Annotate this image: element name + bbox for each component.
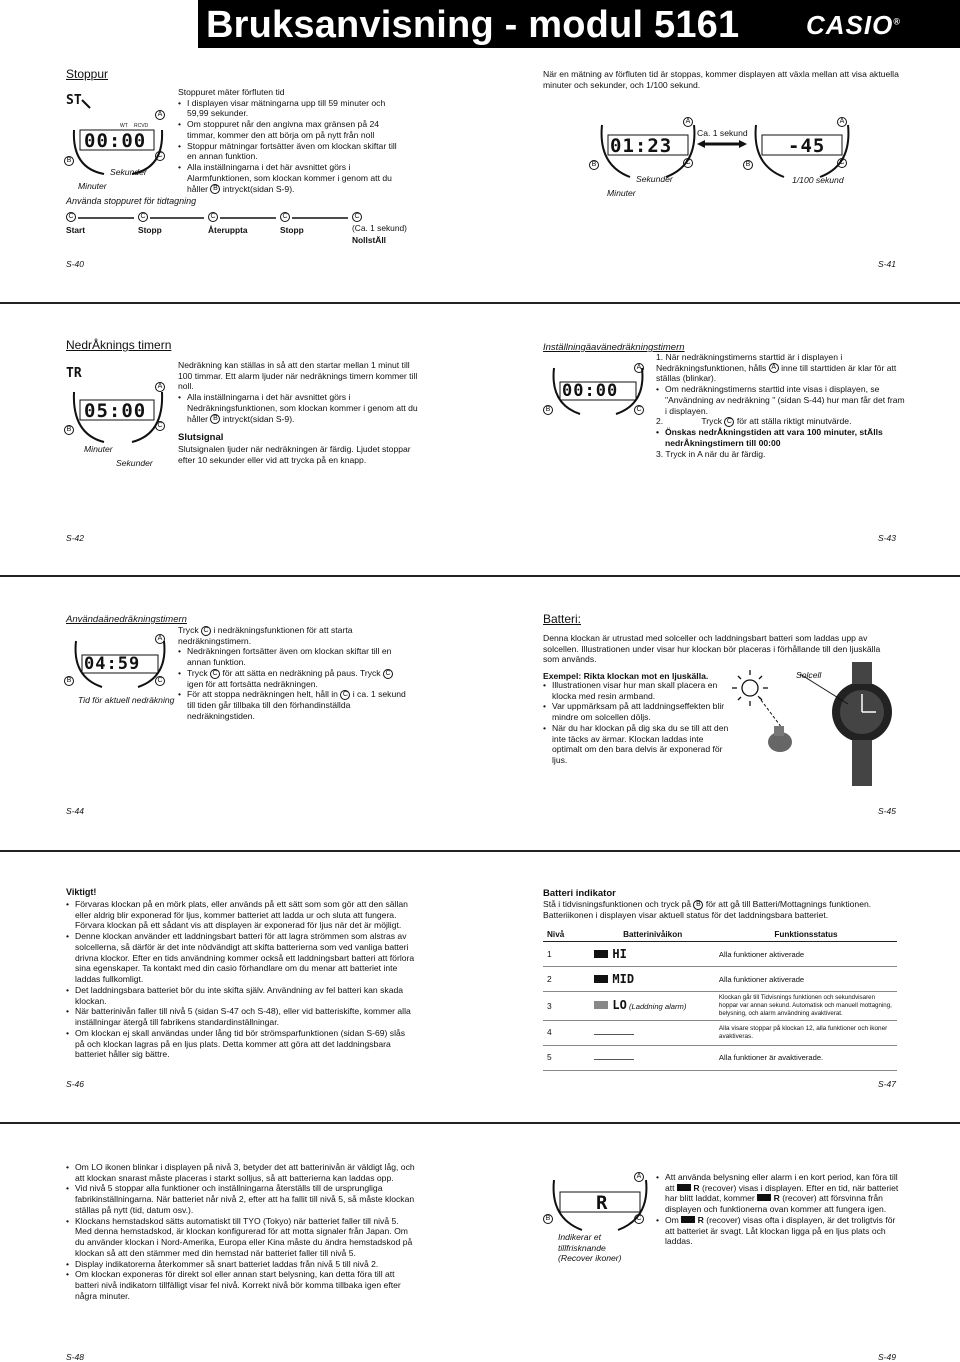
important-bullet: • När batterinivån faller till nivå 5 (sidan S-47 och S-48), eller vid batteriskifte, kommer alla inställningar ätergå till fabrikens standardinställningar. bbox=[66, 1006, 416, 1027]
button-b-icon: B bbox=[589, 160, 599, 170]
seq-start: Start bbox=[66, 225, 86, 235]
stopwatch-bullet: • Om stoppuret når den angivna max gränsen på 24 timmar, kommer den att börja om på nytt från noll bbox=[178, 119, 408, 140]
countdown-use-title: Användaänedräkningstimern bbox=[66, 614, 187, 625]
button-c-icon: C bbox=[210, 669, 220, 679]
button-c-icon: C bbox=[155, 676, 165, 686]
step-bullet: • Önskas nedrÅkningstiden att vara 100 minuter, stÄlls nedrÅkningstimern till 00:00 bbox=[656, 427, 906, 448]
button-b-icon: B bbox=[693, 900, 703, 910]
icon-cell bbox=[590, 1020, 714, 1045]
button-c-icon: C bbox=[383, 669, 393, 679]
important-bullet: • Förvaras klockan på en mörk plats, eller används på ett sätt som som gör att den sällan eller aldrig blir exponerad för ljus, kommer batteriet att ladda ur och sluta att fungera. Förvara klockan på ett sådant vis att displayen är exponerad för ljus när det är möjligt. bbox=[66, 899, 416, 931]
header-level: Nivå bbox=[543, 929, 590, 942]
stopwatch-bullet: • Stoppur mätningar fortsätter även om klockan skiftar till en annan funktion. bbox=[178, 141, 408, 162]
step-text: för att ställa riktigt minutvärde. bbox=[736, 416, 852, 427]
stopwatch-intro: Stoppuret mäter förfluten tid bbox=[178, 87, 285, 97]
step-text: 1. När nedräkningstimerns starttid är i displayen i Nedräkningsfunktionen, hålls bbox=[656, 352, 843, 373]
lcd-main-countdown: 05:00 bbox=[84, 400, 147, 422]
button-a-icon: A bbox=[155, 382, 165, 392]
battery-example: Exempel: Rikta klockan mot en ljuskälla. bbox=[543, 671, 709, 682]
battery-note-bullet: • Vid nivå 5 stoppar alla funktioner och inställningarna återställs till de ursprungliga fabrikinställningarna. När batteriet når nivå 2, efter att ha fallit till nivå 5, så måste klockan ställas på nytt (tid, datum osv.). bbox=[66, 1183, 416, 1215]
intro-text: för att gå till Batteri/Mottagnings funktionen. Batteriikonen i displayen visar aktuell status för det laddningsbara batteriet. bbox=[543, 899, 872, 920]
watch-diagram-countdown-use bbox=[70, 635, 170, 695]
lcd-top-countdown: TR bbox=[66, 366, 82, 381]
recover-bullet bbox=[656, 1172, 901, 1215]
button-c-icon: C bbox=[837, 158, 847, 168]
rcvd-label: RCVD bbox=[134, 123, 149, 129]
button-c-icon: C bbox=[208, 212, 218, 222]
bullet-text: Tryck bbox=[187, 667, 208, 678]
battery-title: Batteri: bbox=[543, 612, 582, 626]
recover-icon: R bbox=[693, 1182, 700, 1193]
button-a-icon: A bbox=[155, 634, 165, 644]
button-a-icon: A bbox=[837, 117, 847, 127]
label-sekunder: Sekunder bbox=[116, 458, 153, 468]
page-number: S-44 bbox=[66, 806, 84, 816]
battery-indicator-title: Batteri indikator bbox=[543, 888, 616, 899]
icon-cell bbox=[590, 967, 714, 992]
important-bullet: • Om klockan ej skall användas under lång tid bör strömsparfunktionen (sidan S-69) slås på och klockan lagras på en ljus plats. Detta kommer att göra att det laddningsbara batteriet håller sig bättre. bbox=[66, 1028, 416, 1060]
button-b-icon: B bbox=[743, 160, 753, 170]
page-number: S-48 bbox=[66, 1352, 84, 1362]
battery-notes bbox=[66, 1162, 416, 1302]
important-title: Viktigt! bbox=[66, 887, 97, 897]
stopwatch-bullet bbox=[178, 162, 408, 194]
bullet-text: för att sätta en nedräkning på paus. Tryck bbox=[222, 667, 381, 678]
table-row bbox=[543, 1045, 897, 1070]
level-cell: 3 bbox=[543, 992, 590, 1020]
countdown-setting-title: Inställningäavänedräkningstimern bbox=[543, 342, 685, 353]
button-a-icon: A bbox=[155, 110, 165, 120]
label-recover: Indikerar et tillfrisknande (Recover ikoner) bbox=[558, 1232, 622, 1264]
lcd-hundredths: -45 bbox=[788, 135, 826, 157]
page-number: S-47 bbox=[878, 1079, 896, 1089]
button-a-icon: A bbox=[634, 1172, 644, 1182]
sun-and-watch-illustration bbox=[730, 662, 898, 786]
countdown-setting-steps bbox=[656, 352, 906, 459]
countdown-use-bullet bbox=[178, 689, 410, 721]
status-cell: Alla visare stoppar på klockan 12, alla funktioner och ikoner avaktiveras. bbox=[715, 1020, 897, 1045]
seq-resume: Återuppta bbox=[208, 225, 248, 235]
charging-alarm-label: (Laddning alarm) bbox=[628, 1002, 687, 1012]
button-c-icon: C bbox=[634, 405, 644, 415]
header-status: Funktionsstatus bbox=[715, 929, 897, 942]
button-c-icon: C bbox=[155, 421, 165, 431]
battery-indicator-intro bbox=[543, 899, 903, 920]
button-c-icon: C bbox=[352, 212, 362, 222]
lcd-main-stopwatch: 00:00 bbox=[84, 130, 147, 152]
stopwatch-display-text: När en mätning av förfluten tid är stoppas, kommer displayen att växla mellan att visa aktuella minuter och sekunder, och 1/100 sekund. bbox=[543, 69, 899, 90]
seq-stop: Stopp bbox=[138, 225, 162, 235]
bullet-text: igen för att fortsätta nedräkningen. bbox=[187, 678, 318, 689]
button-c-icon: C bbox=[66, 212, 76, 222]
bullet-text: (recover) visas i displayen. Efter en tid, när batteriet har blitt laddat, kommer bbox=[665, 1182, 899, 1204]
countdown-description bbox=[178, 360, 418, 466]
icon-cell bbox=[590, 942, 714, 967]
countdown-use-line bbox=[178, 625, 410, 646]
seq-approx: (Ca. 1 sekund) bbox=[352, 223, 407, 233]
bullet-text: Om bbox=[665, 1214, 679, 1225]
countdown-intro: Nedräkning kan ställas in så att den startar mellan 1 minut till 100 timmar. Ett alarm ljuder när nedräknings timern kommer till noll. bbox=[178, 360, 418, 392]
page-number: S-43 bbox=[878, 533, 896, 543]
page-number: S-49 bbox=[878, 1352, 896, 1362]
button-b-icon: B bbox=[64, 676, 74, 686]
step-2 bbox=[656, 416, 906, 427]
toggle-interval-label: Ca. 1 sekund bbox=[697, 128, 748, 138]
end-signal-text: Slutsignalen ljuder när nedräkningen är färdig. Ljudet stoppar efter 10 sekunder eller vid att trycka på en knapp. bbox=[178, 444, 411, 466]
button-c-icon: C bbox=[683, 158, 693, 168]
recover-icon: R bbox=[697, 1214, 704, 1225]
button-a-icon: A bbox=[683, 117, 693, 127]
step-text: Tryck bbox=[701, 416, 723, 427]
lcd-recover: R bbox=[596, 1192, 609, 1214]
level-cell: 2 bbox=[543, 967, 590, 992]
countdown-use-description bbox=[178, 625, 410, 722]
casio-logo: CASIO® bbox=[806, 10, 901, 40]
bullet-text: Alla inställningarna i det här avsnittet görs i Nedräkningsfunktionen, som klockan kommer i genom att du håller bbox=[187, 392, 418, 424]
countdown-use-bullet bbox=[178, 668, 410, 689]
label-current-countdown: Tid för aktuell nedräkning bbox=[78, 695, 175, 705]
bullet-text: i ca. 1 sekund till tiden går tillbaka till den förhandinställda nedräkningstiden. bbox=[187, 689, 406, 721]
button-b-icon: B bbox=[543, 1214, 553, 1224]
line-text: Tryck bbox=[178, 625, 199, 635]
step-text: 2. bbox=[656, 416, 664, 427]
button-c-icon: C bbox=[634, 1214, 644, 1224]
label-minuter: Minuter bbox=[78, 181, 107, 191]
label-sekunder: Sekunder bbox=[636, 174, 673, 184]
watch-diagram-countdown bbox=[62, 362, 174, 458]
table-row bbox=[543, 967, 897, 992]
lcd-minutes: 01:23 bbox=[610, 135, 673, 157]
page-separator bbox=[0, 575, 960, 577]
button-b-icon: B bbox=[210, 184, 220, 194]
bullet-text: intryckt(sidan S-9). bbox=[222, 183, 295, 194]
bullet-text: Alla inställningarna i det här avsnittet görs i Alarmfunktionen, som klockan kommer i genom att du håller bbox=[187, 162, 392, 194]
status-cell: Alla funktioner aktiverade bbox=[715, 942, 897, 967]
lcd-main-countdown-use: 04:59 bbox=[84, 654, 141, 674]
battery-bullets bbox=[543, 680, 733, 766]
stopwatch-sequence bbox=[66, 212, 426, 246]
button-a-icon: A bbox=[769, 363, 779, 373]
step-3: 3. Tryck in A när du är färdig. bbox=[656, 448, 766, 459]
table-row bbox=[543, 1020, 897, 1045]
icon-cell bbox=[590, 1045, 714, 1070]
battery-note-bullet: • Om LO ikonen blinkar i displayen på nivå 3, betyder det att batterinivån är väldigt låg, och att klockan snarast måste placeras i starkt solljus, så att batterierna kan laddas opp. bbox=[66, 1162, 416, 1183]
end-signal-title: Slutsignal bbox=[178, 432, 224, 444]
label-minuter: Minuter bbox=[607, 188, 636, 198]
countdown-title: NedrÅknings timern bbox=[66, 338, 172, 352]
header-icon: Batterinivåikon bbox=[590, 929, 714, 942]
stopwatch-bullet: • I displayen visar mätningarna upp till 59 minuter och 59,99 sekunder. bbox=[178, 98, 408, 119]
page-separator bbox=[0, 1122, 960, 1124]
stopwatch-subtitle: Använda stoppuret för tidtagning bbox=[66, 196, 197, 206]
page-number: S-40 bbox=[66, 259, 84, 269]
table-row bbox=[543, 992, 897, 1020]
page-number: S-45 bbox=[878, 806, 896, 816]
label-minuter: Minuter bbox=[84, 444, 113, 454]
status-cell: Alla funktioner är avaktiverade. bbox=[715, 1045, 897, 1070]
button-b-icon: B bbox=[64, 425, 74, 435]
battery-note-bullet: • Display indikatorerna återkommer så snart batteriet laddas från nivå 5 till nivå 2. bbox=[66, 1259, 416, 1270]
recover-icon: R bbox=[773, 1193, 780, 1204]
bullet-text: (recover) visas ofta i displayen, är det troligtvis för att batteriet är svagt. Låt klockan ligga på en ljus plats och laddas. bbox=[665, 1214, 896, 1247]
level-cell: 4 bbox=[543, 1020, 590, 1045]
important-bullets bbox=[66, 899, 416, 1060]
bullet-text: intryckt(sidan S-9). bbox=[222, 413, 295, 424]
button-a-icon: A bbox=[634, 363, 644, 373]
level-cell: 1 bbox=[543, 942, 590, 967]
status-cell: Alla funktioner aktiverade bbox=[715, 967, 897, 992]
page-number: S-42 bbox=[66, 533, 84, 543]
battery-level-icon: HI bbox=[612, 946, 627, 961]
button-c-icon: C bbox=[155, 151, 165, 161]
table-header-row bbox=[543, 929, 897, 942]
page-separator bbox=[0, 850, 960, 852]
battery-level-table bbox=[543, 929, 897, 1071]
countdown-use-bullet: • Nedräkningen fortsätter även om klockan skiftar till en annan funktion. bbox=[178, 646, 410, 667]
recover-description bbox=[656, 1172, 901, 1247]
lcd-main-countdown-setting: 00:00 bbox=[562, 381, 619, 401]
important-bullet: • Det laddningsbara batteriet bör du inte skifta själv. Användning av fel batteri kan skada klockan. bbox=[66, 985, 416, 1006]
button-c-icon: C bbox=[340, 690, 350, 700]
bullet-text: (recover) att försvinna från displayen och funktionerna ovan kommer att fungera igen. bbox=[665, 1193, 887, 1215]
battery-bullet: • När du har klockan på dig ska du se till att den inte täcks av ärmar. Klockan laddas inte optimalt om den bara delvis är exponerad för ljus. bbox=[543, 723, 733, 766]
label-sekunder: Sekunder bbox=[110, 167, 147, 177]
seq-stop: Stopp bbox=[280, 225, 304, 235]
battery-intro: Denna klockan är utrustad med solceller och laddningsbart batteri som laddas upp av solcellen. Illustrationen under visar hur klockan bör placeras i förhållande till den ljuskälla som används. bbox=[543, 633, 881, 665]
button-c-icon: C bbox=[201, 626, 211, 636]
battery-level-icon: MID bbox=[612, 971, 635, 986]
step-bullet: • Om nedräkningstimerns starttid inte visas i displayen, se "Användning av nedräkning " (sidan S-44) hur man får det fram i displayen. bbox=[656, 384, 906, 416]
battery-note-bullet: • Om klockan exponeras för direkt sol eller annan start belysning, kan detta föra till att batteri nivå indikatorn tillfälligt visar fel nivå. Korrekt nivå bör komma tillbaka igen efter några minuter. bbox=[66, 1269, 416, 1301]
battery-level-icon: LO bbox=[612, 998, 627, 1013]
page-separator bbox=[0, 302, 960, 304]
page-title: Bruksanvisning - modul 5161 bbox=[206, 4, 740, 46]
line-text: i nedräkningsfunktionen för att starta nedräkningstimern. bbox=[178, 625, 353, 646]
button-c-icon: C bbox=[138, 212, 148, 222]
page-number: S-46 bbox=[66, 1079, 84, 1089]
button-b-icon: B bbox=[64, 156, 74, 166]
recover-bullet bbox=[656, 1215, 901, 1247]
status-cell: Klockan går till Tidvisnings funktionen och sekundvisaren hoppar var annan sekund. Automatisk och manuell mottagning, belysning, och alarm användning avaktiverat. bbox=[715, 992, 897, 1020]
step-1 bbox=[656, 352, 906, 384]
button-c-icon: C bbox=[724, 417, 734, 427]
button-c-icon: C bbox=[280, 212, 290, 222]
stopwatch-description bbox=[178, 87, 408, 194]
button-b-icon: B bbox=[210, 414, 220, 424]
seq-reset: NollstÄll bbox=[352, 235, 386, 245]
label-solcell: Solcell bbox=[796, 670, 822, 680]
page-number: S-41 bbox=[878, 259, 896, 269]
step-text: inne till starttiden är klar för att ställas (blinkar). bbox=[656, 362, 897, 384]
bullet-text: För att stoppa nedräkningen helt, håll in bbox=[187, 689, 338, 700]
wt-label: WT bbox=[120, 123, 128, 129]
page-header bbox=[0, 0, 960, 48]
toggle-arrow bbox=[697, 140, 747, 148]
stopwatch-title: Stoppur bbox=[66, 67, 109, 81]
battery-bullet: • Var uppmärksam på att laddningseffekten blir mindre om solcellen döljs. bbox=[543, 701, 733, 722]
watch-diagram-countdown-setting bbox=[548, 360, 648, 420]
battery-note-bullet: • Klockans hemstadskod sätts automatiskt till TYO (Tokyo) när batteriet faller till nivå 5. Med denna hemstadskod, är klockan konfigurerad för att motta signaler från Japan. Om du använder klockan i Nord-Amerika, Europa eller Kina måste du ändra hemstadskod på klockan så att den stämmer med din hemstad när batteriet faller till nivå 5. bbox=[66, 1216, 416, 1259]
battery-bullet: • Illustrationen visar hur man skall placera en klocka med resin armband. bbox=[543, 680, 733, 701]
label-hundredths: 1/100 sekund bbox=[792, 175, 844, 185]
level-cell: 5 bbox=[543, 1045, 590, 1070]
button-b-icon: B bbox=[543, 405, 553, 415]
lcd-top-stopwatch: ST bbox=[66, 93, 82, 108]
icon-cell bbox=[590, 992, 714, 1020]
countdown-bullet bbox=[178, 392, 418, 424]
bullet-text: Att använda belysning eller alarm i en kort period, kan föra till att bbox=[665, 1172, 898, 1193]
intro-text: Stå i tidvisningsfunktionen och tryck på bbox=[543, 899, 692, 909]
important-bullet: • Denne klockan använder ett laddningsbart batteri för att lagra strömmen som alstras av solcellerna, så därför är det inte nödvändigt att skifta batterierna som ved vanliga batteri drivna klockor. Efter en tids användning kommer också ett laddningsbart batteri att förlora sina egenskaper. Ta kontakt med din casio förhandlare om du menar att batteriet inte laddas fullkomligt. bbox=[66, 931, 416, 985]
brand-name: CASIO bbox=[806, 10, 894, 40]
table-row bbox=[543, 942, 897, 967]
